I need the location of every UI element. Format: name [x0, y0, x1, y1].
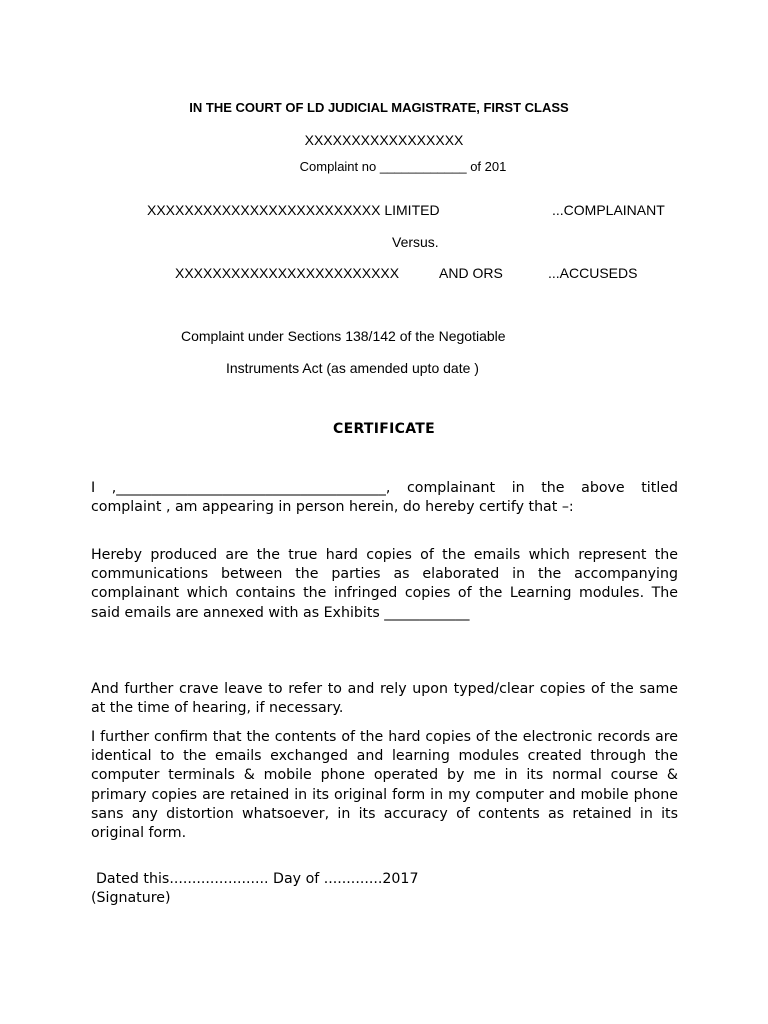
court-title: IN THE COURT OF LD JUDICIAL MAGISTRATE, FIRST CLASS [189, 100, 569, 115]
complaint-number: Complaint no ____________ of 201 [299, 159, 507, 174]
accused-suffix: AND ORS [439, 265, 503, 281]
certificate-paragraph: Hereby produced are the true hard copies of the emails which represent the communications between the parties as elaborated in the accompanying complainant which contains the infringed copies of the Learning modules. The said emails are annexed with as Exhibits ____________ [91, 547, 678, 621]
subject-line-2: Instruments Act (as amended upto date ) [226, 360, 479, 376]
complainant-name: XXXXXXXXXXXXXXXXXXXXXXXXX LIMITED [147, 202, 440, 218]
dated-line: Dated this...................... Day of .............2017 [96, 871, 419, 887]
subject-line-1: Complaint under Sections 138/142 of the Negotiable [181, 328, 506, 344]
versus-label: Versus. [392, 234, 439, 250]
complainant-role: ...COMPLAINANT [552, 202, 665, 218]
accused-role: ...ACCUSEDS [548, 265, 638, 281]
court-place: XXXXXXXXXXXXXXXXX [304, 132, 464, 148]
certificate-heading: CERTIFICATE [333, 421, 435, 437]
certificate-paragraph: And further crave leave to refer to and rely upon typed/clear copies of the same at the time of hearing, if necessary. [91, 681, 678, 717]
certificate-paragraph: I further confirm that the contents of the hard copies of the electronic records are identical to the emails exchanged and learning modules created through the computer terminals & mobile phone operated by me in its normal course & primary copies are retained in its original form in my computer and mobile phone sans any distortion whatsoever, in its accuracy of contents as retained in its original form. [91, 729, 678, 842]
certificate-paragraph: I ,______________________________________, complainant in the above titled complaint , am appearing in person herein, do hereby certify that –: [91, 480, 678, 516]
signature-label: (Signature) [91, 890, 171, 906]
accused-name: XXXXXXXXXXXXXXXXXXXXXXXX [175, 265, 400, 281]
